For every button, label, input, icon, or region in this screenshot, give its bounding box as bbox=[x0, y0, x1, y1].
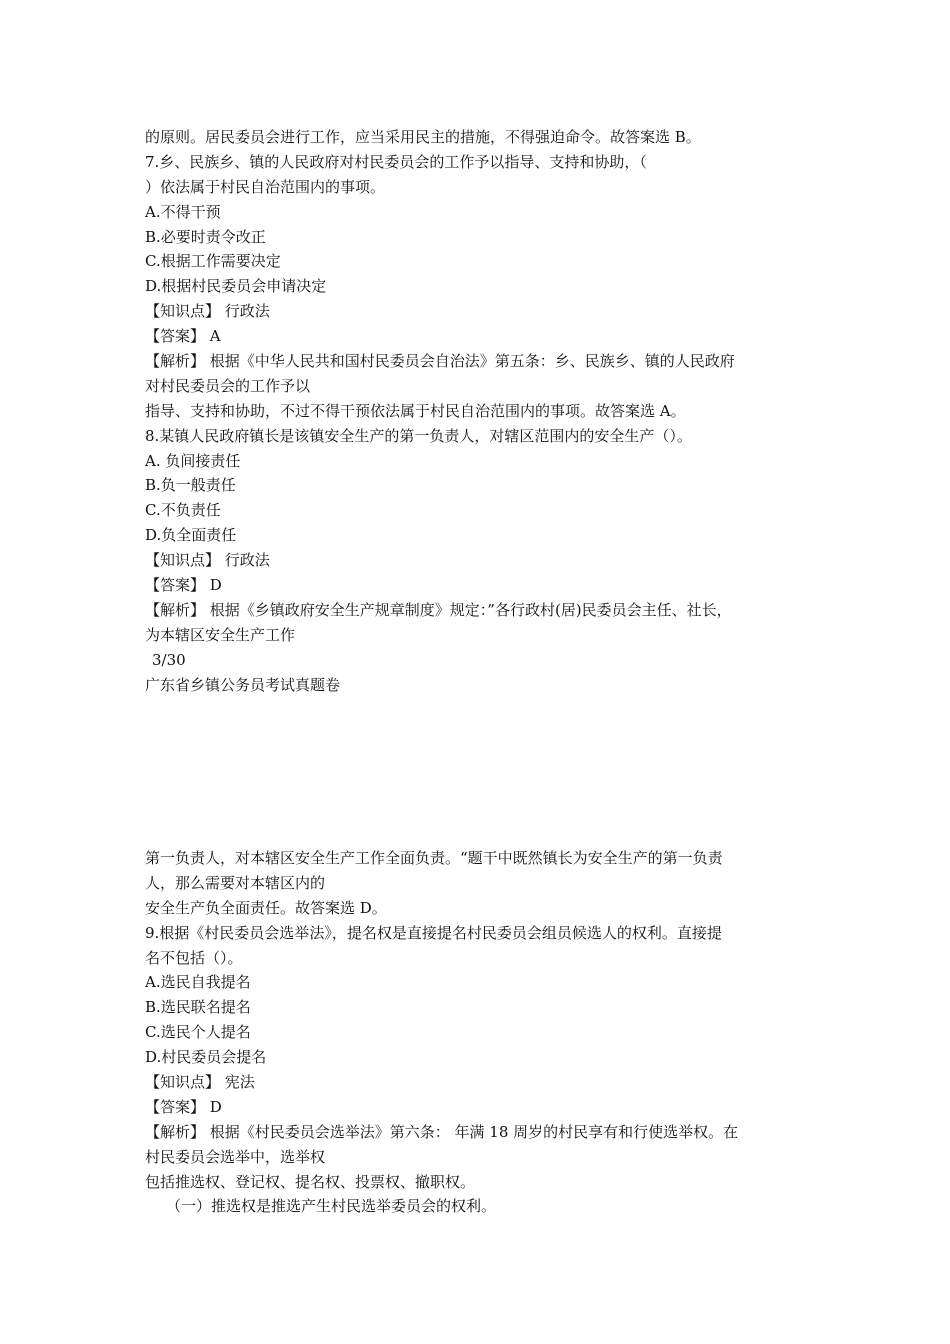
q7-option-c: C.根据工作需要决定 bbox=[145, 252, 281, 271]
q7-option-d: D.根据村民委员会申请决定 bbox=[145, 277, 327, 296]
q7-analysis-line-1: 【解析】 根据《中华人民共和国村民委员会自治法》第五条：乡、民族乡、镇的人民政府 bbox=[145, 352, 735, 371]
q9-option-d: D.村民委员会提名 bbox=[145, 1048, 267, 1067]
q9-answer: 【答案】 D bbox=[145, 1097, 222, 1116]
q8-option-c: C.不负责任 bbox=[145, 501, 221, 520]
q8-analysis-line-2: 为本辖区安全生产工作 bbox=[145, 625, 296, 644]
q8-analysis-tail-line-2: 人，那么需要对本辖区内的 bbox=[145, 873, 326, 892]
q8-analysis-tail-line-1: 第一负责人，对本辖区安全生产工作全面负责。“题干中既然镇长为安全生产的第一负责 bbox=[145, 849, 723, 867]
q8-knowledge-point: 【知识点】 行政法 bbox=[145, 551, 270, 570]
q6-answer-tail: 的原则。居民委员会进行工作，应当采用民主的措施，不得强迫命令。故答案选 B。 bbox=[145, 128, 701, 146]
q8-option-a: A. 负间接责任 bbox=[145, 451, 241, 470]
q7-answer: 【答案】 A bbox=[145, 327, 221, 346]
q7-knowledge-point: 【知识点】 行政法 bbox=[145, 302, 270, 321]
q9-option-c: C.选民个人提名 bbox=[145, 1023, 251, 1042]
q9-analysis-line-1: 【解析】 根据《村民委员会选举法》第六条： 年满 18 周岁的村民享有和行使选举权。在 bbox=[145, 1122, 739, 1141]
q8-option-b: B.负一般责任 bbox=[145, 476, 236, 495]
q9-option-a: A.选民自我提名 bbox=[145, 973, 251, 992]
page-number: 3/30 bbox=[152, 650, 186, 669]
q9-knowledge-point: 【知识点】 宪法 bbox=[145, 1073, 255, 1092]
q9-question-line-1: 9.根据《村民委员会选举法》，提名权是直接提名村民委员会组员候选人的权利。直接提 bbox=[145, 923, 722, 942]
q9-analysis-line-3: 包括推选权、登记权、提名权、投票权、撤职权。 bbox=[145, 1172, 476, 1191]
q8-analysis-tail-line-3: 安全生产负全面责任。故答案选 D。 bbox=[145, 898, 387, 917]
footer-title: 广东省乡镇公务员考试真题卷 bbox=[145, 675, 341, 694]
q7-analysis-line-2: 对村民委员会的工作予以 bbox=[145, 376, 311, 395]
q7-analysis-line-3: 指导、支持和协助，不过不得干预依法属于村民自治范围内的事项。故答案选 A。 bbox=[145, 401, 686, 420]
q9-analysis-line-2: 村民委员会选举中，选举权 bbox=[145, 1147, 326, 1166]
text-block-upper bbox=[145, 125, 825, 697]
q7-question-line-2: ）依法属于村民自治范围内的事项。 bbox=[145, 177, 386, 196]
q9-sub-point-1: （一）推选权是推选产生村民选举委员会的权利。 bbox=[166, 1197, 497, 1216]
q7-option-b: B.必要时责令改正 bbox=[145, 227, 266, 246]
text-block-lower bbox=[145, 846, 825, 1219]
q9-option-b: B.选民联名提名 bbox=[145, 998, 251, 1017]
q9-question-line-2: 名不包括（）。 bbox=[145, 948, 243, 967]
q7-question-line-1: 7.乡、民族乡、镇的人民政府对村民委员会的工作予以指导、支持和协助，（ bbox=[145, 152, 647, 171]
q8-analysis-line-1: 【解析】 根据《乡镇政府安全生产规章制度》规定：”各行政村(居)民委员会主任、社长， bbox=[145, 600, 732, 619]
q8-question: 8.某镇人民政府镇长是该镇安全生产的第一负责人，对辖区范围内的安全生产（）。 bbox=[145, 426, 692, 445]
q8-option-d: D.负全面责任 bbox=[145, 526, 237, 545]
q7-option-a: A.不得干预 bbox=[145, 202, 221, 221]
q8-answer: 【答案】 D bbox=[145, 576, 222, 595]
